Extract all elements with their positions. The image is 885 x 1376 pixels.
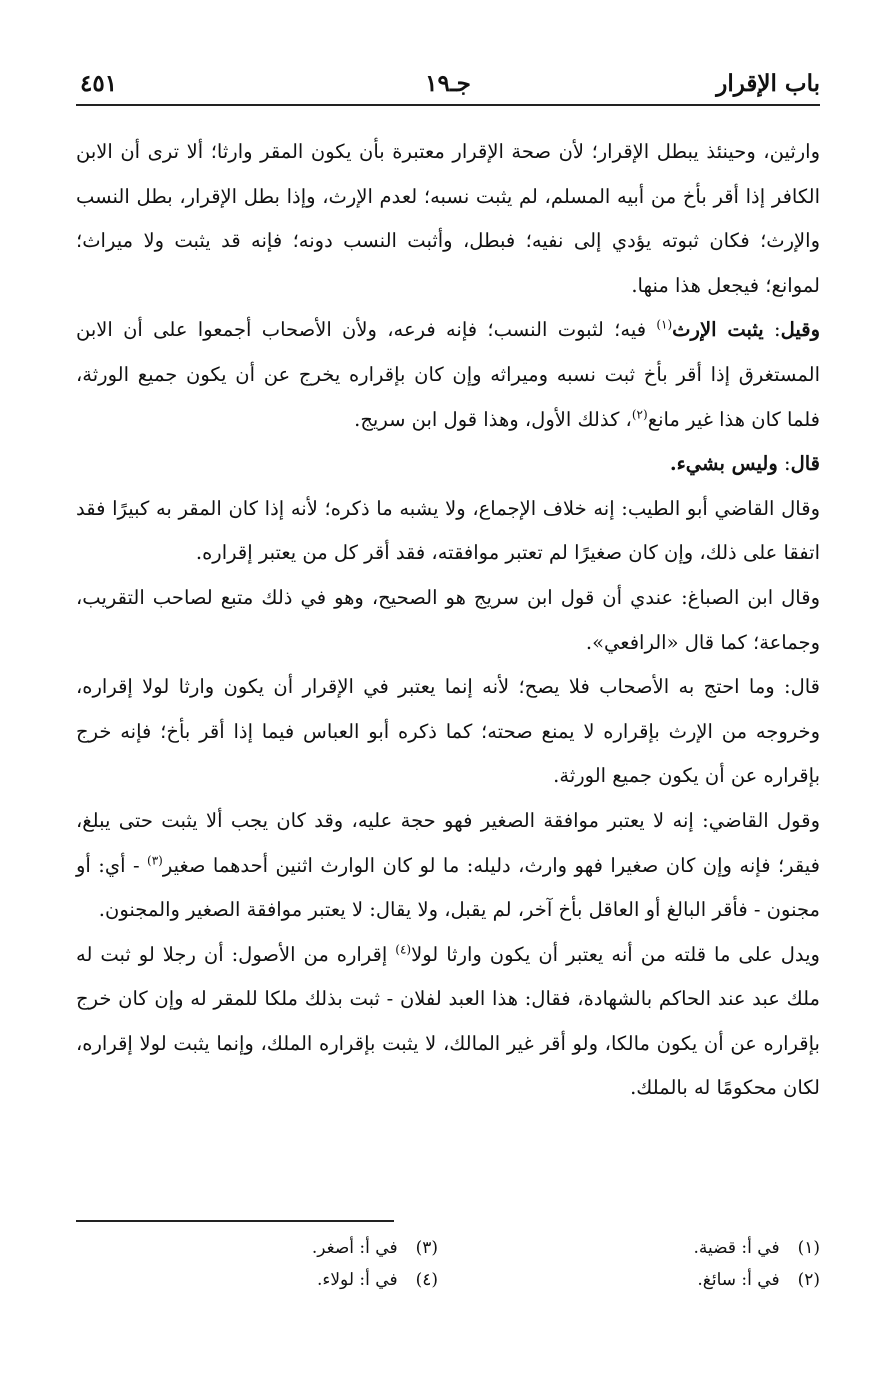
footnote-4 — [317, 1264, 438, 1296]
footnote-number: (١) — [797, 1238, 820, 1258]
text-segment: فيه؛ لثبوت النسب؛ فإنه فرعه، ولأن الأصحاب أجمعوا على أن الابن المستغرق إذا أقر بأخ ثبت نسبه وميراثه وإن كان بإقراره يخرج عن أن يكون جميع الورثة، فلما كان هذا غير مانع — [76, 318, 820, 431]
text-segment: : — [763, 318, 781, 342]
footnote-marker: (٢) — [631, 407, 648, 422]
footnote-text: في أ: سائغ. — [697, 1270, 780, 1290]
footnote-marker: (٣) — [147, 853, 163, 867]
text-segment: وارثين، وحينئذ يبطل الإقرار؛ لأن صحة الإقرار معتبرة بأن يكون المقر وارثا؛ ألا ترى أن الابن الكافر إذا أقر بأخ من أبيه المسلم، لم يثبت نسبه؛ لعدم الإرث، وإذا بطل الإقرار، بطل النسب والإرث؛ فكان ثبوته يؤدي إلى نفيه؛ فبطل، وأثبت النسب دونه؛ فإنه قد يثبت ولا ميراث؛ لموانع؛ فيجعل هذا منها. — [76, 140, 820, 297]
running-header — [76, 60, 820, 100]
footnote-number: (٤) — [415, 1270, 438, 1290]
text-segment: وقول القاضي: إنه لا يعتبر موافقة الصغير فهو حجة عليه، وقد كان يجب ألا يثبت حتى يبلغ، فيقر؛ فإنه وإن كان صغيرا فهو وارث، دليله: ما لو كان الوارث اثنين أحدهما صغير — [76, 808, 820, 877]
paragraph — [76, 576, 820, 665]
text-segment: وقال القاضي أبو الطيب: إنه خلاف الإجماع، ولا يشبه ما ذكره؛ لأنه إذا كان المقر به كبيرًا فقد اتفقا على ذلك، وإن كان صغيرًا لم تعتبر موافقته، فقد أقر كل من يعتبر إقراره. — [76, 496, 820, 565]
paragraph — [76, 442, 820, 487]
footnote-marker: (١) — [656, 317, 673, 332]
footnote-3 — [312, 1232, 438, 1264]
footnote-number: (٣) — [415, 1238, 438, 1258]
text-segment: - أي: أو مجنون - فأقر البالغ أو العاقل بأخ آخر، لم يقبل، ولا يقال: لا يعتبر موافقة الصغير والمجنون. — [76, 853, 820, 922]
main-text — [76, 130, 820, 1111]
lead-phrase: وقيل — [780, 318, 821, 342]
text-segment: ، كذلك الأول، وهذا قول ابن سريج. — [354, 407, 632, 431]
text-segment: : — [777, 452, 791, 476]
lead-phrase: قال — [790, 452, 820, 476]
paragraph — [76, 130, 820, 308]
text-segment: ويدل على ما قلته من أنه يعتبر أن يكون وارثا لولا — [411, 942, 820, 966]
text-segment: قال: وما احتج به الأصحاب فلا يصح؛ لأنه إنما يعتبر في الإقرار أن يكون وارثا لولا إقراره، وخروجه من الإرث بإقراره لا يمنع صحته؛ كما ذكره أبو العباس فيما إذا أقر بأخ؛ فإنه خرج بإقراره عن أن يكون جميع الورثة. — [76, 675, 820, 788]
footnote-separator — [76, 1220, 394, 1222]
footnote-1 — [694, 1232, 821, 1264]
header-rule — [76, 104, 820, 106]
footnote-text: في أ: أصغر. — [311, 1238, 398, 1258]
lead-phrase: وليس بشيء. — [669, 452, 778, 476]
footnote-number: (٢) — [797, 1270, 820, 1290]
page-content — [76, 60, 820, 1320]
text-segment: وقال ابن الصباغ: عندي أن قول ابن سريج هو الصحيح، وهو في ذلك متبع لصاحب التقريب، وجماعة؛ كما قال «الرافعي». — [76, 585, 820, 654]
footnote-marker: (٤) — [395, 942, 412, 957]
paragraph — [76, 933, 820, 1111]
chapter-title: باب الإقرار — [716, 70, 820, 97]
paragraph — [76, 487, 820, 576]
paragraph — [76, 799, 820, 933]
text-segment: إقراره من الأصول: أن رجلا لو ثبت له ملك عبد عند الحاكم بالشهادة، فقال: هذا العبد لفلان - ثبت بذلك ملكا للمقر له وإن كان خرج بإقراره عن أن يكون مالكا، ولو أقر غير المالك، لا يثبت بإقراره الملك، وإنما يثبت لولا إقراره، لكان محكومًا له بالملك. — [76, 942, 820, 1100]
paragraph — [76, 308, 820, 442]
footnote-2 — [697, 1264, 820, 1296]
paragraph — [76, 665, 820, 799]
footnote-text: في أ: لولاء. — [316, 1270, 398, 1290]
lead-phrase: يثبت الإرث — [672, 318, 764, 342]
page-number: ٤٥١ — [80, 70, 118, 97]
volume-number: جـ١٩ — [425, 70, 471, 97]
footnote-text: في أ: قضية. — [693, 1238, 780, 1258]
